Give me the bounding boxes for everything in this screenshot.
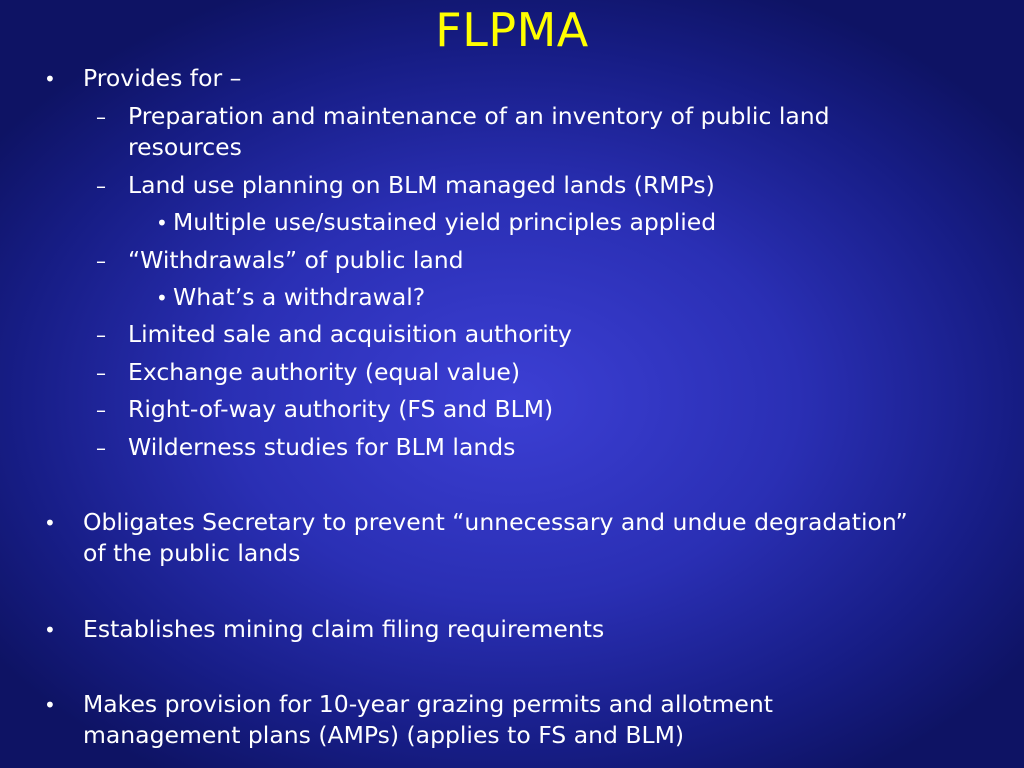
slide-title: FLPMA — [435, 3, 589, 57]
bullet-marker: • — [44, 67, 56, 91]
subitem-withdrawals: “Withdrawals” of public land — [128, 246, 464, 274]
dash-marker: – — [96, 105, 106, 129]
bullet-grazing-line1: Makes provision for 10-year grazing permits and allotment — [83, 690, 773, 718]
subitem-wilderness-studies: Wilderness studies for BLM lands — [128, 433, 516, 461]
subitem-land-use-planning: Land use planning on BLM managed lands (RMPs) — [128, 171, 715, 199]
bullet-obligates-line2: of the public lands — [83, 539, 301, 567]
dash-marker: – — [96, 436, 106, 460]
bullet-marker: • — [44, 618, 56, 642]
dash-marker: – — [96, 323, 106, 347]
dash-marker: – — [96, 398, 106, 422]
bullet-mining-claim: Establishes mining claim filing requirements — [83, 615, 605, 643]
bullet-obligates-line1: Obligates Secretary to prevent “unnecessary and undue degradation” — [83, 508, 908, 536]
subitem-limited-sale: Limited sale and acquisition authority — [128, 320, 572, 348]
bullet-provides-for: Provides for – — [83, 64, 242, 92]
bullet-marker: • — [44, 693, 56, 717]
subitem-inventory-line1: Preparation and maintenance of an inventory of public land — [128, 102, 830, 130]
dash-marker: – — [96, 249, 106, 273]
dash-marker: – — [96, 174, 106, 198]
subitem-inventory-line2: resources — [128, 133, 242, 161]
subitem-exchange-authority: Exchange authority (equal value) — [128, 358, 521, 386]
dash-marker: – — [96, 361, 106, 385]
subsubitem-whats-withdrawal: What’s a withdrawal? — [173, 283, 426, 311]
bullet-grazing-line2: management plans (AMPs) (applies to FS and BLM) — [83, 721, 685, 749]
subsubitem-multiple-use: Multiple use/sustained yield principles applied — [173, 208, 717, 236]
sub-bullet-marker: • — [156, 211, 168, 235]
subitem-right-of-way: Right-of-way authority (FS and BLM) — [128, 395, 554, 423]
bullet-marker: • — [44, 511, 56, 535]
sub-bullet-marker: • — [156, 286, 168, 310]
